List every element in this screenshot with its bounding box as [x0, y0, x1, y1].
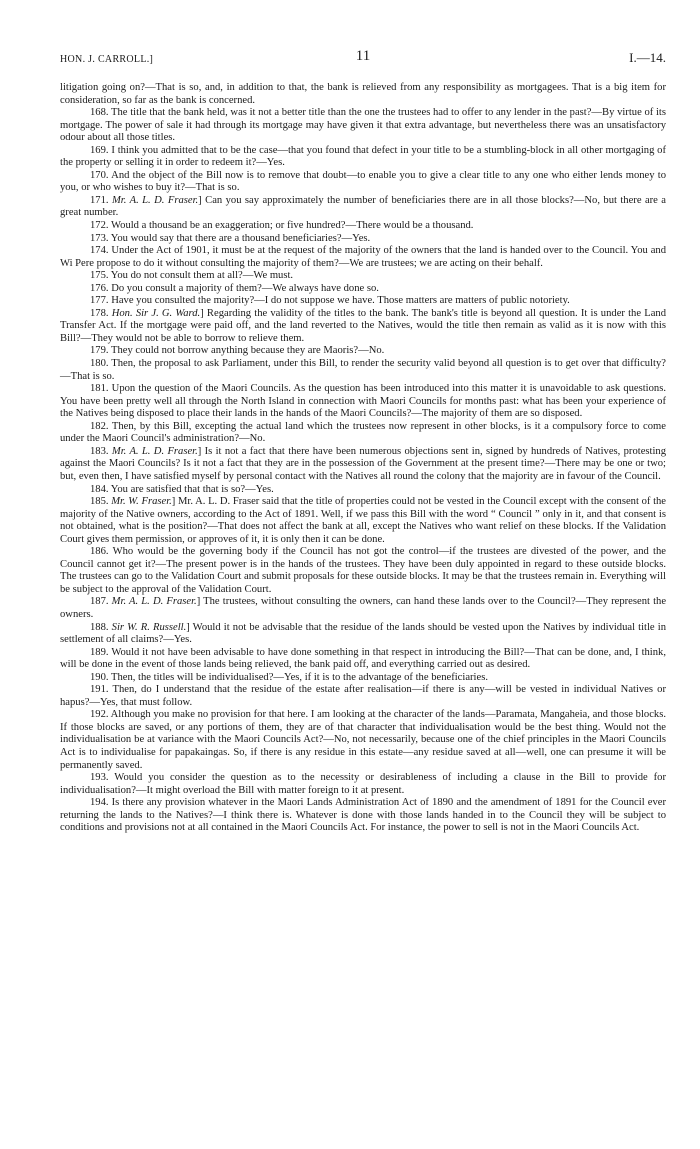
paragraph-text: 187. [90, 596, 112, 608]
question-paragraph [60, 684, 666, 709]
question-paragraph [60, 672, 666, 685]
speaker-name: Hon. Sir J. G. Ward. [111, 307, 201, 319]
question-paragraph [60, 170, 666, 195]
evidence-text [60, 82, 666, 835]
speaker-name: Mr. W. Fraser. [111, 496, 172, 508]
paragraph-text: ] Would it not be advisable that the residue of the lands should be vested upon the Natives by individual title in settlement of all claims?—Yes. [60, 621, 666, 646]
paragraph-text: 191. Then, do I understand that the residue of the estate after realisation—if there is any—will be vested in individual Natives or hapus?—Yes, that must follow. [60, 684, 666, 708]
question-paragraph [60, 546, 666, 596]
paragraph-text: 180. Then, the proposal to ask Parliament, under this Bill, to render the security valid beyond all question is to get over that difficulty?—That is so. [60, 358, 666, 382]
question-paragraph [60, 345, 666, 358]
question-paragraph [60, 484, 666, 497]
paragraph-text: 193. Would you consider the question as to the necessity or desirableness of including a clause in the Bill to provide for individualisation?—It might overload the Bill with matter foreign to it at present. [60, 772, 666, 796]
question-paragraph [60, 421, 666, 446]
question-paragraph [60, 596, 666, 621]
question-paragraph [60, 446, 666, 484]
page-number: 11 [355, 48, 371, 64]
paragraph-text: 182. Then, by this Bill, excepting the actual land which the trustees now represent in other blocks, is it a compulsory force to come under the Maori Council's administration?—No. [60, 420, 666, 445]
question-paragraph [60, 270, 666, 283]
paragraph-text: 181. Upon the question of the Maori Councils. As the question has been introduced into this matter it is unavoidable to ask questions. You have been pretty well all through the North Island in connection with Maori Councils for months past: what has been your experience of the Natives being disposed to place their lands in the hands of the Maori Councils?—The majority of them are so disposed. [60, 383, 666, 420]
paragraph-text: ] Regarding the validity of the titles to the bank. The bank's title is beyond all question. It is under the Land Transfer Act. If the mortgage were paid off, and the land reverted to the Natives, would the title then remain as valid as it is now with this Bill?—They would not be able to borrow to relieve them. [60, 307, 667, 344]
document-reference: I.—14. [629, 50, 666, 65]
paragraph-text: ] Can you say approximately the number of beneficiaries there are in all those blocks?—No, but there are a great number. [60, 194, 667, 219]
paragraph-text: 177. Have you consulted the majority?—I do not suppose we have. Those matters are matters of public notoriety. [90, 295, 570, 307]
question-paragraph [60, 772, 666, 797]
header-witness-name: HON. J. CARROLL.] [60, 54, 154, 65]
paragraph-text: ] Mr. A. L. D. Fraser said that the title of properties could not be vested in the Council except with the consent of the majority of the Native owners, according to the Act of 1891. Well, if we pass this Bill with the word “ Council ” only in it, and that consent is not obtained, what is the position?—That does not affect the bank at all, except the Natives who want relief on these blocks. If the Validation Court gives them permission, or approves of it, it is only then it can be done. [60, 496, 667, 545]
paragraph-text: 188. [90, 621, 112, 633]
paragraph-text: 184. You are satisfied that that is so?—Yes. [90, 483, 274, 495]
question-paragraph [60, 709, 666, 772]
paragraph-text: 185. [90, 496, 112, 508]
speaker-name: Mr. A. L. D. Fraser. [111, 596, 197, 608]
continued-paragraph [60, 82, 666, 107]
paragraph-text: 190. Then, the titles will be individualised?—Yes, if it is to the advantage of the beneficiaries. [90, 671, 488, 683]
question-paragraph [60, 622, 666, 647]
paragraph-text: 176. Do you consult a majority of them?—We always have done so. [90, 282, 379, 294]
page-header [60, 48, 666, 70]
question-paragraph [60, 647, 666, 672]
question-paragraph [60, 220, 666, 233]
question-paragraph [60, 358, 666, 383]
question-paragraph [60, 233, 666, 246]
paragraph-text: 189. Would it not have been advisable to have done something in that respect in introducing the Bill?—That can be done, and, I think, will be done in the event of those lands being relieved, the bank paid off, and everything carried out as desired. [60, 646, 666, 671]
paragraph-text: 192. Although you make no provision for that here. I am looking at the character of the lands—Paramata, Mangaheia, and those blocks. If those blocks are saved, or any portions of them, they are of that character that individualisation would be the best thing. Would not the individualisation be at variance with the Maori Councils Act?—No, not necessarily, because one of the chief principles in the Maori Councils Act is to individualise for papakaingas. So, if there is any residue in this estate—any residue saved at all—well, one can presume it will be permanently saved. [60, 709, 666, 771]
question-paragraph [60, 145, 666, 170]
question-paragraph [60, 107, 666, 145]
paragraph-text: 174. Under the Act of 1901, it must be at the request of the majority of the owners that the land is handed over to the Council. You and Wi Pere propose to do it without consulting the majority of them?—We are trustees; we are acting on their behalf. [60, 245, 666, 269]
paragraph-text: 175. You do not consult them at all?—We must. [90, 270, 294, 282]
question-paragraph [60, 383, 666, 421]
question-paragraph [60, 308, 666, 346]
paragraph-text: 169. I think you admitted that to be the case—that you found that defect in your title to be a stumbling-block in all other mortgaging of the property or selling it in order to redeem it?—Yes. [60, 144, 666, 169]
paragraph-text: litigation going on?—That is so, and, in addition to that, the bank is relieved from any responsibility as mortgagees. That is a big item for consideration, so far as the bank is concerned. [60, 82, 666, 106]
paragraph-text: 168. The title that the bank held, was it not a better title than the one the trustees had to offer to any lender in the past?—By virtue of its mortgage. The power of sale it had through its mortgage may have given it that extra advantage, but nevertheless there was an unsatisfactory odour about all those titles. [60, 107, 666, 144]
paragraph-text: 194. Is there any provision whatever in the Maori Lands Administration Act of 1890 and the amendment of 1891 for the Council ever returning the lands to the Natives?—I think there is. Whatever is done with those lands handed in to the Council they will be subject to conditions and provisions not at all contained in the Maori Councils Act. For instance, the power to sell is not in the Maori Councils Act. [60, 797, 666, 834]
paragraph-text: 178. [90, 307, 112, 319]
paragraph-text: 173. You would say that there are a thousand beneficiaries?—Yes. [90, 232, 371, 244]
paragraph-text: 186. Who would be the governing body if the Council has not got the control—if the trustees are divested of the power, and the Council cannot get it?—The present power is in the hands of the trustees. They have been duly appointed in regard to these outside blocks. The trustees can go to the Validation Court and submit proposals for these outside blocks. It may be that the trustees remain in. Everything will be subject to the approval of the Validation Court. [60, 546, 666, 595]
question-paragraph [60, 245, 666, 270]
question-paragraph [60, 797, 666, 835]
question-paragraph [60, 283, 666, 296]
question-paragraph [60, 496, 666, 546]
speaker-name: Mr. A. L. D. Fraser. [111, 445, 198, 457]
paragraph-text: ] The trustees, without consulting the owners, can hand these lands over to the Council?—They represent the owners. [60, 596, 667, 620]
question-paragraph [60, 295, 666, 308]
paragraph-text: 172. Would a thousand be an exaggeration; or five hundred?—There would be a thousand. [90, 220, 474, 232]
paragraph-text: 170. And the object of the Bill now is to remove that doubt—to enable you to give a clear title to any one who either lends money to you, or who wishes to buy it?—That is so. [60, 169, 666, 194]
speaker-name: Sir W. R. Russell. [111, 621, 187, 633]
paragraph-text: 171. [90, 194, 112, 206]
paragraph-text: ] Is it not a fact that there have been numerous objections sent in, signed by hundreds of Natives, protesting against the Maori Councils? Is it not a fact that they are in the possession of the Government at the present time?—There may be one or two; but, even then, I have satisfied myself by personal contact with the Natives all round the colony that the majority are in favour of the Council. [60, 445, 667, 482]
paragraph-text: 183. [90, 445, 112, 457]
question-paragraph [60, 195, 666, 220]
speaker-name: Mr. A. L. D. Fraser. [111, 194, 199, 206]
paragraph-text: 179. They could not borrow anything because they are Maoris?—No. [90, 345, 385, 357]
